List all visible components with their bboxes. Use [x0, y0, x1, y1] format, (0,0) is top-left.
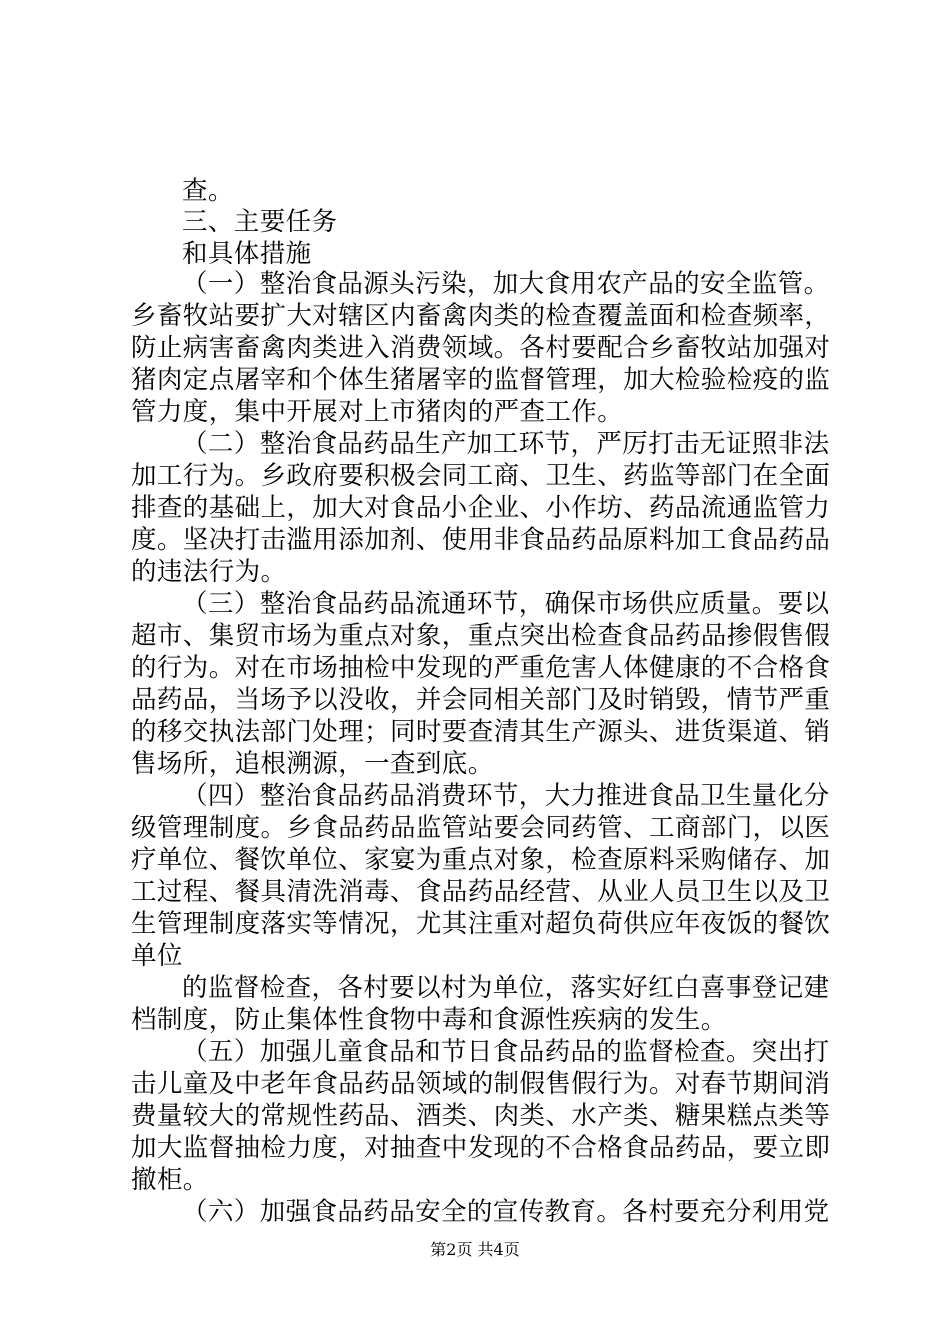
paragraph-1-line: 防止病害畜禽肉类进入消费领域。各村要配合乡畜牧站加强对 [131, 333, 831, 363]
paragraph-4-line: 档制度，防止集体性食物中毒和食源性疾病的发生。 [131, 1005, 727, 1035]
paragraph-5-line: 加大监督抽检力度，对抽查中发现的不合格食品药品，要立即 [131, 1133, 831, 1163]
paragraph-2-line: （二）整治食品药品生产加工环节，严厉打击无证照非法 [182, 429, 830, 459]
paragraph-2-line: 度。坚决打击滥用添加剂、使用非食品药品原料加工食品药品 [131, 525, 831, 555]
paragraph-4-line: 工过程、餐具清洗消毒、食品药品经营、从业人员卫生以及卫 [131, 877, 831, 907]
paragraph-4-line: 单位 [131, 941, 183, 971]
page-number-footer: 第2页 共4页 [430, 1240, 520, 1259]
paragraph-6-line: （六）加强食品药品安全的宣传教育。各村要充分利用党 [182, 1197, 830, 1227]
paragraph-3-line: 的行为。对在市场抽检中发现的严重危害人体健康的不合格食 [131, 653, 831, 683]
paragraph-3-line: 的移交执法部门处理；同时要查清其生产源头、进货渠道、销 [131, 717, 831, 747]
paragraph-2-line: 排查的基础上，加大对食品小企业、小作坊、药品流通监管力 [131, 493, 831, 523]
paragraph-5-line: 撤柜。 [131, 1165, 209, 1195]
paragraph-3-line: 超市、集贸市场为重点对象，重点突出检查食品药品掺假售假 [131, 621, 831, 651]
body-line: 查。 [182, 176, 234, 206]
paragraph-3-line: 品药品，当场予以没收，并会同相关部门及时销毁，情节严重 [131, 685, 831, 715]
paragraph-4-line: （四）整治食品药品消费环节，大力推进食品卫生量化分 [182, 781, 830, 811]
paragraph-1-line: 猪肉定点屠宰和个体生猪屠宰的监督管理，加大检验检疫的监 [131, 365, 831, 395]
paragraph-1-line: 乡畜牧站要扩大对辖区内畜禽肉类的检查覆盖面和检查频率， [131, 301, 831, 331]
paragraph-5-line: 费量较大的常规性药品、酒类、肉类、水产类、糖果糕点类等 [131, 1101, 831, 1131]
paragraph-5-line: （五）加强儿童食品和节日食品药品的监督检查。突出打 [182, 1037, 830, 1067]
paragraph-3-line: （三）整治食品药品流通环节，确保市场供应质量。要以 [182, 589, 830, 619]
paragraph-4-line: 疗单位、餐饮单位、家宴为重点对象，检查原料采购储存、加 [131, 845, 831, 875]
paragraph-4-line: 级管理制度。乡食品药品监管站要会同药管、工商部门，以医 [131, 813, 831, 843]
paragraph-1-line: （一）整治食品源头污染，加大食用农产品的安全监管。 [182, 269, 830, 299]
section-heading-continued: 和具体措施 [182, 239, 312, 269]
paragraph-1-line: 管力度，集中开展对上市猪肉的严查工作。 [131, 397, 624, 427]
paragraph-4-line: 生管理制度落实等情况，尤其注重对超负荷供应年夜饭的餐饮 [131, 909, 831, 939]
paragraph-2-line: 的违法行为。 [131, 557, 287, 587]
paragraph-2-line: 加工行为。乡政府要积极会同工商、卫生、药监等部门在全面 [131, 461, 831, 491]
section-heading: 三、主要任务 [182, 207, 338, 237]
paragraph-3-line: 售场所，追根溯源，一查到底。 [131, 749, 494, 779]
paragraph-4-line: 的监督检查，各村要以村为单位，落实好红白喜事登记建 [182, 973, 830, 1003]
paragraph-5-line: 击儿童及中老年食品药品领域的制假售假行为。对春节期间消 [131, 1069, 831, 1099]
